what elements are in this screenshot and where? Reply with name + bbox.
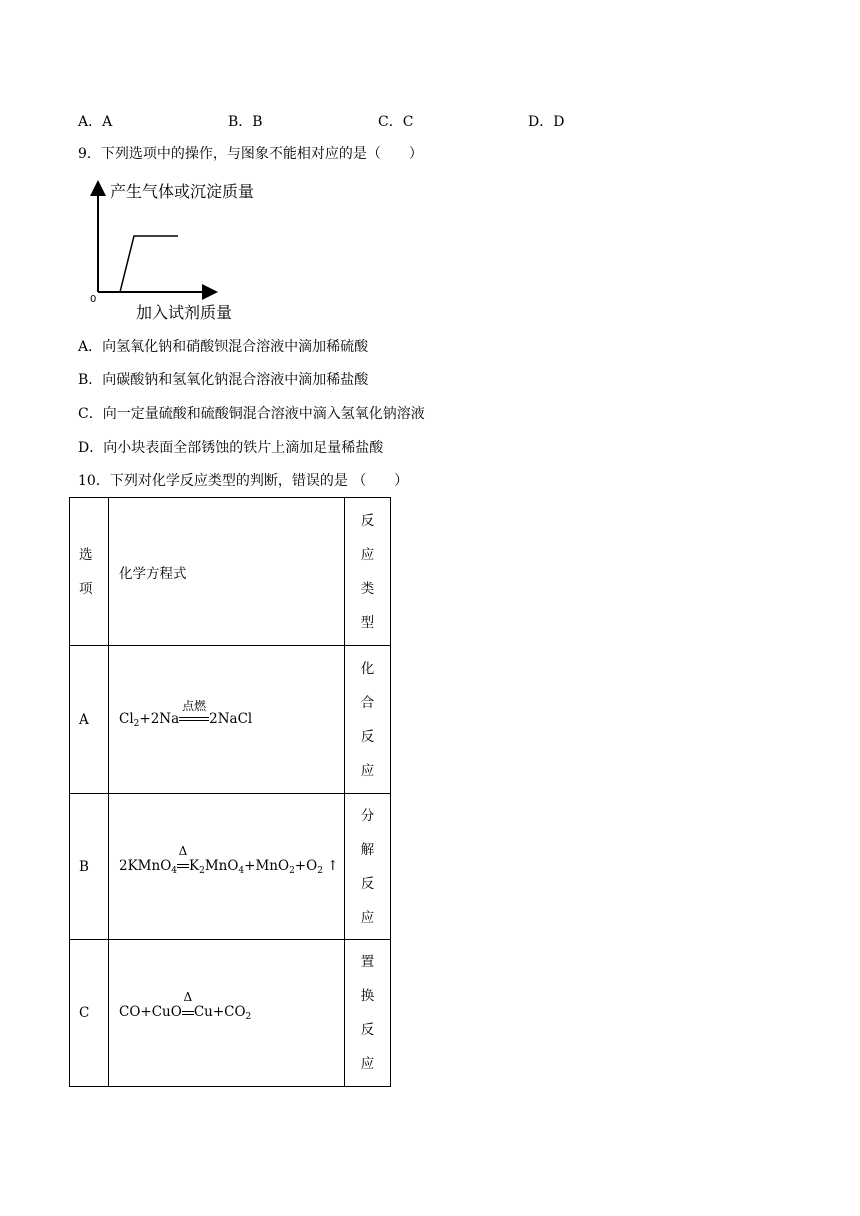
reaction-table (69, 497, 391, 1087)
condition-label: Δ (178, 843, 188, 858)
row-equation: 2KMnO$_4$ Δ $K_2MnO_4+MnO_2+O_2$ ↑ (109, 794, 345, 940)
table-row (70, 794, 391, 940)
row-type: 分解反应 (345, 794, 391, 940)
table-row (70, 646, 391, 794)
row-equation: CO+CuO Δ $Cu+CO_2$ (109, 940, 345, 1087)
q8-option-a: A．A (78, 114, 113, 130)
row-option: A (70, 646, 109, 794)
y-axis-label: 产生气体或沉淀质量 (110, 182, 255, 201)
q8-option-c: C．C (378, 114, 414, 130)
header-equation: 化学方程式 (109, 498, 345, 646)
q9-graph (88, 178, 288, 328)
header-type: 反应类型 (345, 498, 391, 646)
header-option: 选项 (70, 498, 109, 646)
q9-option-d: D．向小块表面全部锈蚀的铁片上滴加足量稀盐酸 (78, 440, 384, 456)
x-axis-label: 加入试剂质量 (136, 303, 233, 322)
condition-label: 点燃 (182, 698, 207, 713)
row-type: 化合反应 (345, 646, 391, 794)
row-equation: $Cl_2+2Na$ 点燃 2NaCl (109, 646, 345, 794)
origin-label: 0 (90, 294, 97, 305)
q9-stem: 9．下列选项中的操作，与图象不能相对应的是（ ） (78, 146, 423, 162)
q8-option-b: B．B (228, 114, 263, 130)
row-option: B (70, 794, 109, 940)
q9-option-c: C．向一定量硫酸和硫酸铜混合溶液中滴入氢氧化钠溶液 (78, 406, 425, 422)
q9-option-b: B．向碳酸钠和氢氧化钠混合溶液中滴加稀盐酸 (78, 372, 369, 388)
row-option: C (70, 940, 109, 1087)
q10-stem: 10．下列对化学反应类型的判断，错误的是 （ ） (78, 473, 409, 489)
table-row (70, 940, 391, 1087)
curve-line (120, 236, 178, 292)
table-header-row (70, 498, 391, 646)
q8-option-d: D．D (528, 114, 565, 130)
row-type: 置换反应 (345, 940, 391, 1087)
q9-option-a: A．向氢氧化钠和硝酸钡混合溶液中滴加稀硫酸 (78, 339, 369, 355)
condition-label: Δ (183, 990, 193, 1004)
